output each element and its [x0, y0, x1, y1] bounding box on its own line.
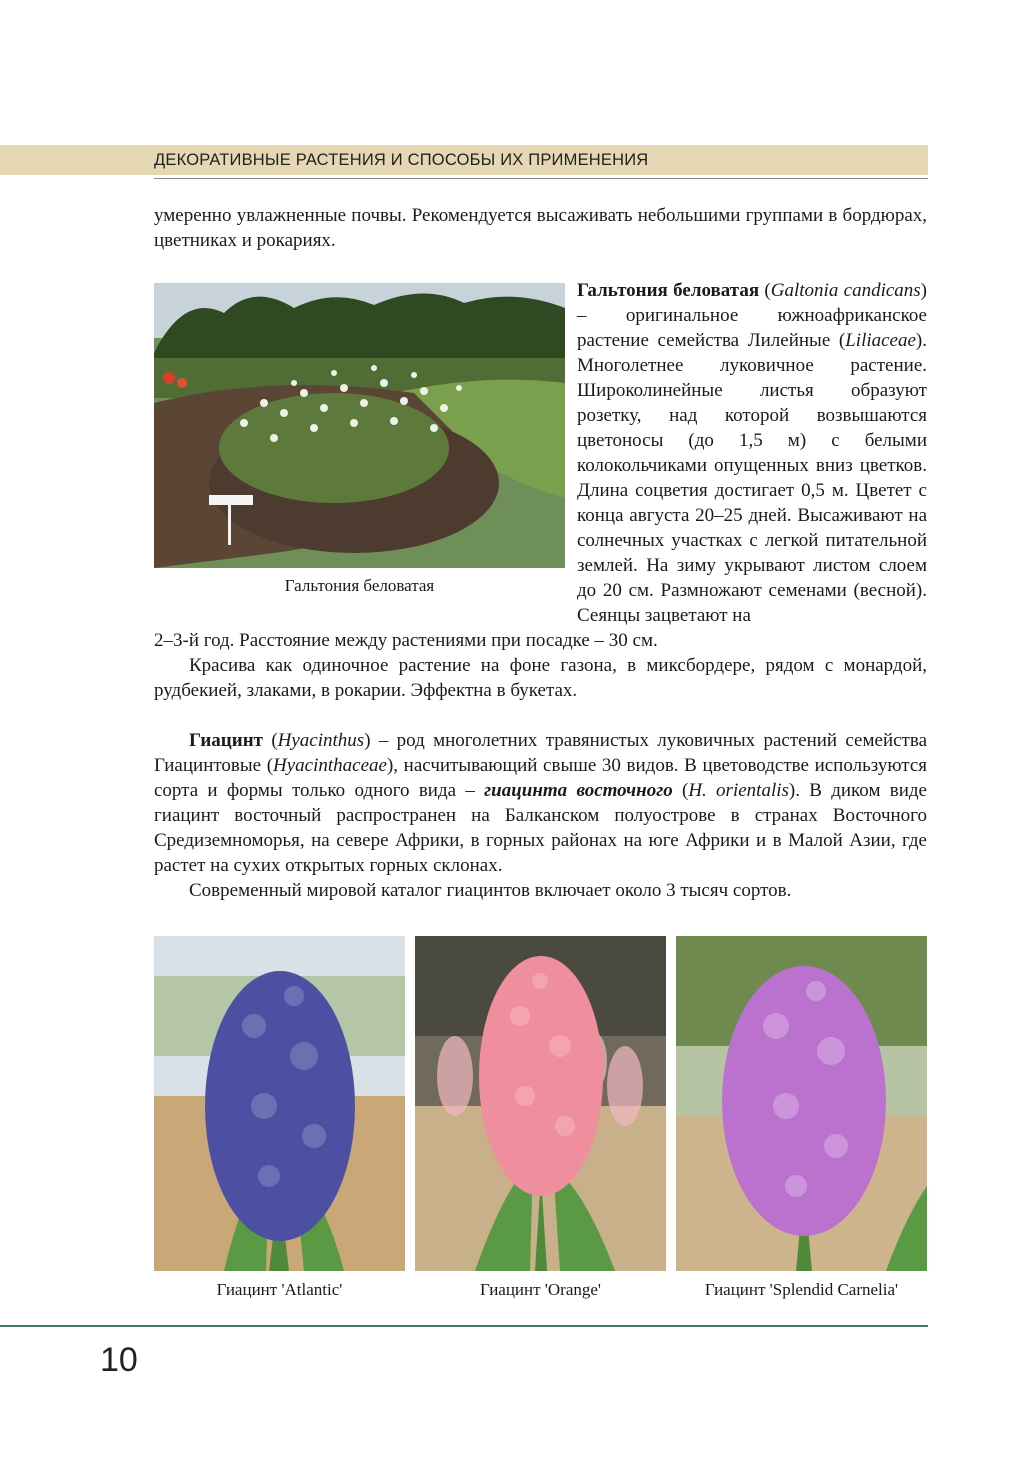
- galtonia-title: Гальтония беловатая: [577, 280, 760, 301]
- hyacinth-orange-caption: Гиацинт 'Orange': [480, 1280, 601, 1299]
- hyacinth-title: Гиацинт: [189, 730, 263, 751]
- hyacinth-splendid-carnelia-caption: Гиацинт 'Splendid Carnelia': [704, 1280, 899, 1299]
- splendid-carnelia-flower-spike: [722, 966, 886, 1236]
- galtonia-usage: Красива как одиночное растение на фоне газона, в миксбордере, рядом с монардой, рудбекией, злаками, в рокарии. Эффектна в букетах.: [154, 655, 927, 701]
- hyacinth-catalog: Современный мировой каталог гиацинтов включает около 3 тысяч сортов.: [189, 880, 792, 901]
- page-number: 10: [100, 1341, 138, 1379]
- hyacinth-orange-photo: [415, 936, 666, 1271]
- galtonia-caption: Гальтония беловатая: [284, 576, 435, 595]
- running-header: ДЕКОРАТИВНЫЕ РАСТЕНИЯ И СПОСОБЫ ИХ ПРИМЕНЕНИЯ: [154, 151, 649, 169]
- footer-rule: [0, 1325, 928, 1327]
- hyacinth-paragraph: Гиацинт (Hyacinthus) – род многолетних травянистых луковичных растений семейства Гиацинтовые (Hyacinthaceae), насчитывающий свыше 30 видов. В цветоводстве используются сорта и формы только одного вида – гиацинта восточного (H. orientalis). В диком виде гиацинт восточный распространен на Балканском полуострове в странах Восточного Средиземноморья, на севере Африки, в горных районах на юге Африки и в Малой Азии, где растет на сухих открытых горных склонах.: [154, 730, 927, 876]
- atlantic-flower-spike: [205, 971, 355, 1241]
- hyacinth-splendid-carnelia-photo: [676, 936, 927, 1271]
- header-rule: [154, 178, 928, 179]
- orange-flower-spike: [479, 956, 603, 1196]
- galtonia-latin: Galtonia candicans: [770, 280, 921, 301]
- hyacinth-atlantic-caption: Гиацинт 'Atlantic': [216, 1280, 343, 1299]
- galtonia-continuation: 2–3-й год. Расстояние между растениями при посадке – 30 см.: [154, 630, 658, 651]
- galtonia-description: Гальтония беловатая (Galtonia candicans) – оригинальное южноафриканское растение семейства Лилейные (Liliaceae). Многолетнее луковичное растение. Широколинейные листья образуют розетку, над которой возвышаются цветоносы (до 1,5 м) с белыми колокольчиками опущенных вниз цветков. Длина соцветия достигает 0,5 м. Цветет с конца августа 20–25 дней. Высаживают на солнечных участках с легкой питательной землей. На зиму укрывают листом слоем до 20 см. Размножают семенами (весной). Сеянцы зацветают на: [577, 280, 927, 626]
- hyacinth-atlantic-photo: [154, 936, 405, 1271]
- galtonia-photo: [154, 283, 565, 568]
- intro-paragraph: умеренно увлажненные почвы. Рекомендуется высаживать небольшими группами в бордюрах, цветниках и рокариях.: [154, 205, 927, 251]
